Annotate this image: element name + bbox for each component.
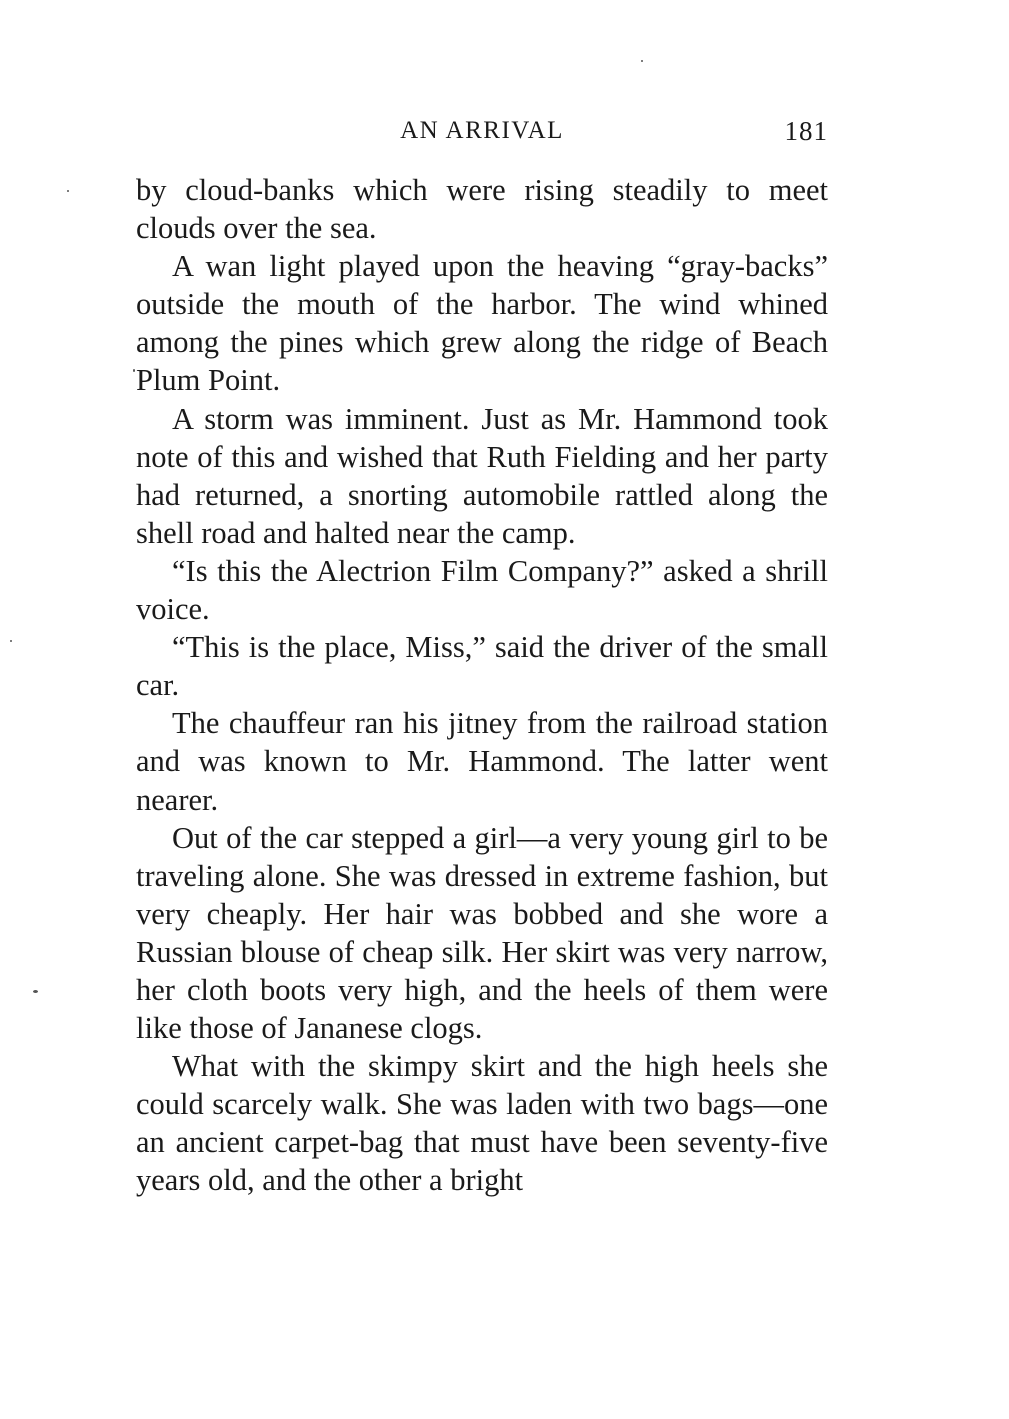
body-text <box>136 171 828 1200</box>
scan-speck <box>67 190 69 192</box>
scan-speck <box>133 369 135 372</box>
running-head: AN ARRIVAL <box>400 117 564 144</box>
paragraph: A storm was imminent. Just as Mr. Hammond took note of this and wished that Ruth Fielding and her party had returned, a snorting automobile rattled along the shell road and halted near the camp. <box>136 401 828 550</box>
page-header <box>136 114 828 154</box>
scan-speck <box>10 640 12 642</box>
paragraph: Out of the car stepped a girl—a very young girl to be traveling alone. She was dressed in extreme fashion, but very cheaply. Her hair was bobbed and she wore a Russian blouse of cheap silk. Her skirt was very narrow, her cloth boots very high, and the heels of them were like those of Jananese clogs. <box>136 820 828 1046</box>
page-number: 181 <box>784 116 828 146</box>
paragraph: What with the skimpy skirt and the high heels she could scarcely walk. She was laden with two bags—one an ancient carpet-bag that must have been seventy-five years old, and the other a bright <box>136 1049 828 1198</box>
scan-speck <box>641 60 643 62</box>
paragraph: by cloud-banks which were rising steadily to meet clouds over the sea. <box>136 173 828 246</box>
paragraph: A wan light played upon the heaving “gray-backs” outside the mouth of the harbor. The wind whined among the pines which grew along the ridge of Beach Plum Point. <box>136 249 828 398</box>
paragraph: “This is the place, Miss,” said the driver of the small car. <box>136 630 828 703</box>
scan-speck <box>33 990 38 993</box>
paragraph: “Is this the Alectrion Film Company?” asked a shrill voice. <box>136 553 828 627</box>
paragraph: The chauffeur ran his jitney from the railroad station and was known to Mr. Hammond. The latter went nearer. <box>136 706 828 817</box>
